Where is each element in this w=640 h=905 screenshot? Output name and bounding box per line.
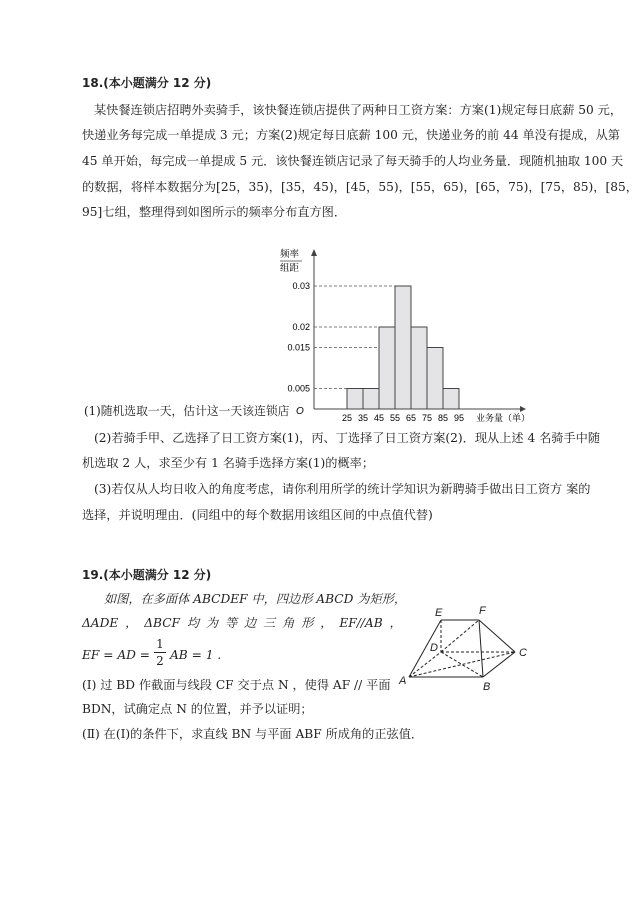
y-tick-label-1: 0.015 [287,342,310,353]
q19-header: 19.(本小题满分 12 分) [82,568,212,582]
q18-line-3: 45 单开始，每完成一单提成 5 元．该快餐连锁店记录了每天骑手的人均业务量．现随机抽取 100 天 [82,154,624,168]
histogram-bar-55-65 [395,286,411,409]
y-axis-arrow [311,249,317,256]
ylabel-top: 频率 [280,249,300,260]
q19-line-2: ΔADE ， ΔBCF 均 为 等 边 三 角 形 ， EF//AB ， [82,616,402,630]
x-tick-label-35: 35 [357,413,369,423]
ylabel-bottom: 组距 [280,263,300,274]
q18-part2-line-1: (2)若骑手甲、乙选择了日工资方案(1)，丙、丁选择了日工资方案(2)．现从上述 4 名骑手中随 [94,431,601,445]
x-tick-label-95: 95 [453,413,465,423]
edge-df [441,620,479,652]
q18-line-1: 某快餐连锁店招聘外卖骑手，该快餐连锁店提供了两种日工资方案：方案(1)规定每日底薪 50 元， [94,103,623,117]
edge-db [441,652,483,677]
fraction-denominator: 2 [156,654,164,668]
chart-bars [347,286,459,409]
q18-part3-line-2: 选择，并说明理由．(同组中的每个数据用该组区间的中点值代替) [82,508,433,522]
histogram-bar-25-35 [347,389,363,410]
x-tick-label-75: 75 [421,413,433,423]
polyhedron-edges [409,620,515,677]
x-axis-label: 业务量（单） [476,413,530,423]
y-tick-label-0: 0.005 [287,383,310,394]
q19-part1-line-2: BDN，试确定点 N 的位置，并予以证明； [82,702,313,716]
x-tick-label-85: 85 [437,413,449,423]
q18-part3-line-1: (3)若仅从人均日收入的角度考虑，请你利用所学的统计学知识为新聘骑手做出日工资方 案的 [94,482,591,496]
histogram-bar-75-85 [427,348,443,410]
polyhedron-figure [395,598,555,698]
q19-line-1: 如图，在多面体 ABCDEF 中，四边形 ABCD 为矩形， [104,592,407,606]
q18-line-4: 的数据，将样本数据分为[25，35)，[35，45)，[45，55)，[55，65)，[65，75)，[75，85)，[85， [82,180,638,194]
histogram-bar-35-45 [363,389,379,410]
q18-line-2: 快递业务每完成一单提成 3 元；方案(2)规定每日底薪 100 元，快递业务的前 44 单没有提成，从第 [82,128,620,142]
label-e: E [435,607,443,619]
fraction-one-half [154,637,166,668]
x-tick-label-55: 55 [389,413,401,423]
edge-fc [479,620,515,652]
chart-origin: O [296,406,304,417]
x-tick-label-45: 45 [373,413,385,423]
q19-part2: (Ⅱ) 在(Ⅰ)的条件下，求直线 BN 与平面 ABF 所成角的正弦值． [82,727,424,741]
x-tick-label-25: 25 [341,413,353,423]
y-tick-label-3: 0.03 [292,281,310,291]
q18-part1: (1)随机选取一天，估计这一天该连锁店 [84,404,290,418]
x-axis-arrow [520,406,526,412]
label-f: F [479,605,486,617]
x-tick-labels [342,413,464,423]
q18-part2-line-2: 机选取 2 人，求至少有 1 名骑手选择方案(1)的概率； [82,456,375,470]
y-tick-label-2: 0.02 [292,322,310,332]
edge-fb [479,620,483,677]
label-d: D [430,642,438,654]
fraction-bar [154,652,166,653]
histogram-bar-85-95 [443,389,459,410]
q19-part1-line-1: (Ⅰ) 过 BD 作截面与线段 CF 交于点 N ，使得 AF // 平面 [82,678,391,692]
y-tick-labels [287,281,310,394]
q19-line-3a: EF = AD = [82,648,150,662]
label-a: A [399,675,407,687]
q18-header: 18.(本小题满分 12 分) [82,76,212,90]
frequency-histogram [270,240,530,425]
polyhedron-labels [398,605,527,693]
histogram-bar-65-75 [411,327,427,409]
label-c: C [519,647,527,659]
x-tick-label-65: 65 [405,413,417,423]
fraction-numerator: 1 [156,637,164,651]
histogram-bar-45-55 [379,327,395,409]
label-b: B [483,681,491,693]
q19-line-3b: AB = 1 . [170,648,222,662]
q18-line-5: 95]七组，整理得到如图所示的频率分布直方图． [82,205,347,219]
